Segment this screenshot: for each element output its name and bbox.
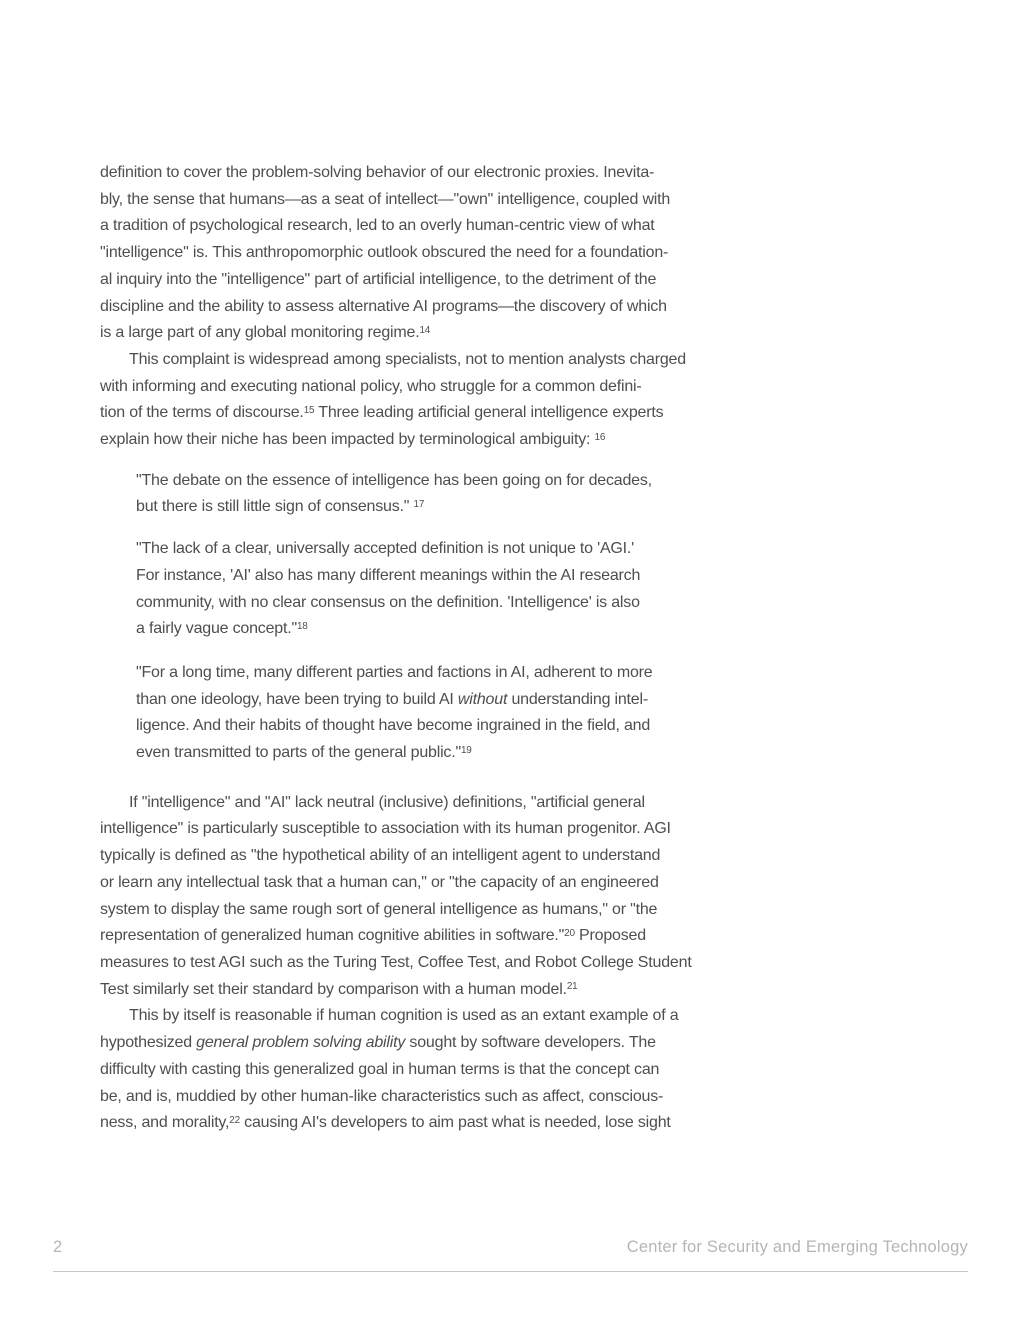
footer-rule [53,1271,968,1272]
paragraph-agi-definitions: If "intelligence" and "AI" lack neutral (inclusive) definitions, "artificial general intelligence" is particularly susceptible to association with its human progenitor. AGI typically is defined as "the hypothetical ability of an intelligent agent to understand or learn any intellectual task that a human can," or "the capacity of an engineered system to display the same rough sort of general intelligence as humans," or "the representation of generalized human cognitive abilities in software."$^{20}$ Proposed measures to test AGI such as the Turing Test, Coffee Test, and Robot College Student Test similarly set their standard by comparison with a human model.$^{21}$ [100,793,692,998]
block-quote-1: "The debate on the essence of intelligence has been going on for decades, but there is still little sign of consensus." $^{17}$ [136,471,652,516]
paragraph-human-model: This by itself is reasonable if human cognition is used as an extant example of a hypothesized general problem solving ability sought by software developers. The difficulty with casting this generalized goal in human terms is that the concept can be, and is, muddied by other human-like characteristics such as affect, conscious- ness, and morality,$^{22}$ causing AI's developers to aim past what is needed, lose sight [100,1007,679,1132]
paragraph-intro: definition to cover the problem-solving behavior of our electronic proxies. Inevita- bly, the sense that humans—as a seat of intellect—"own" intelligence, coupled with a tradition of psychological research, led to an overly human-centric view of what "intelligence" is. This anthropomorphic outlook obscured the need for a foundation- al inquiry into the "intelligence" part of artificial intelligence, to the detriment of the discipline and the ability to assess alternative AI programs—the discovery of which is a large part of any global monitoring regime.$^{14}$ [100,164,671,342]
block-quote-3: "For a long time, many different parties and factions in AI, adherent to more than one ideology, have been trying to build AI without understanding intel- ligence. And their habits of thought have become ingrained in the field, and even transmitted to parts of the general public."$^{19}$ [136,663,653,762]
paragraph-complaint: This complaint is widespread among specialists, not to mention analysts charged with informing and executing national policy, who struggle for a common defini- tion of the terms of discourse.$^{15}$ Three leading artificial general intelligence experts explain how their niche has been impacted by terminological ambiguity: $^{16}$ [100,350,686,449]
footer-organization: Center for Security and Emerging Technology [626,1238,968,1256]
block-quote-2: "The lack of a clear, universally accepted definition is not unique to 'AGI.' For instance, 'AI' also has many different meanings within the AI research community, with no clear consensus on the definition. 'Intelligence' is also a fairly vague concept."$^{18}$ [136,540,641,638]
page-body [100,160,900,1137]
page-number: 2 [53,1238,63,1256]
